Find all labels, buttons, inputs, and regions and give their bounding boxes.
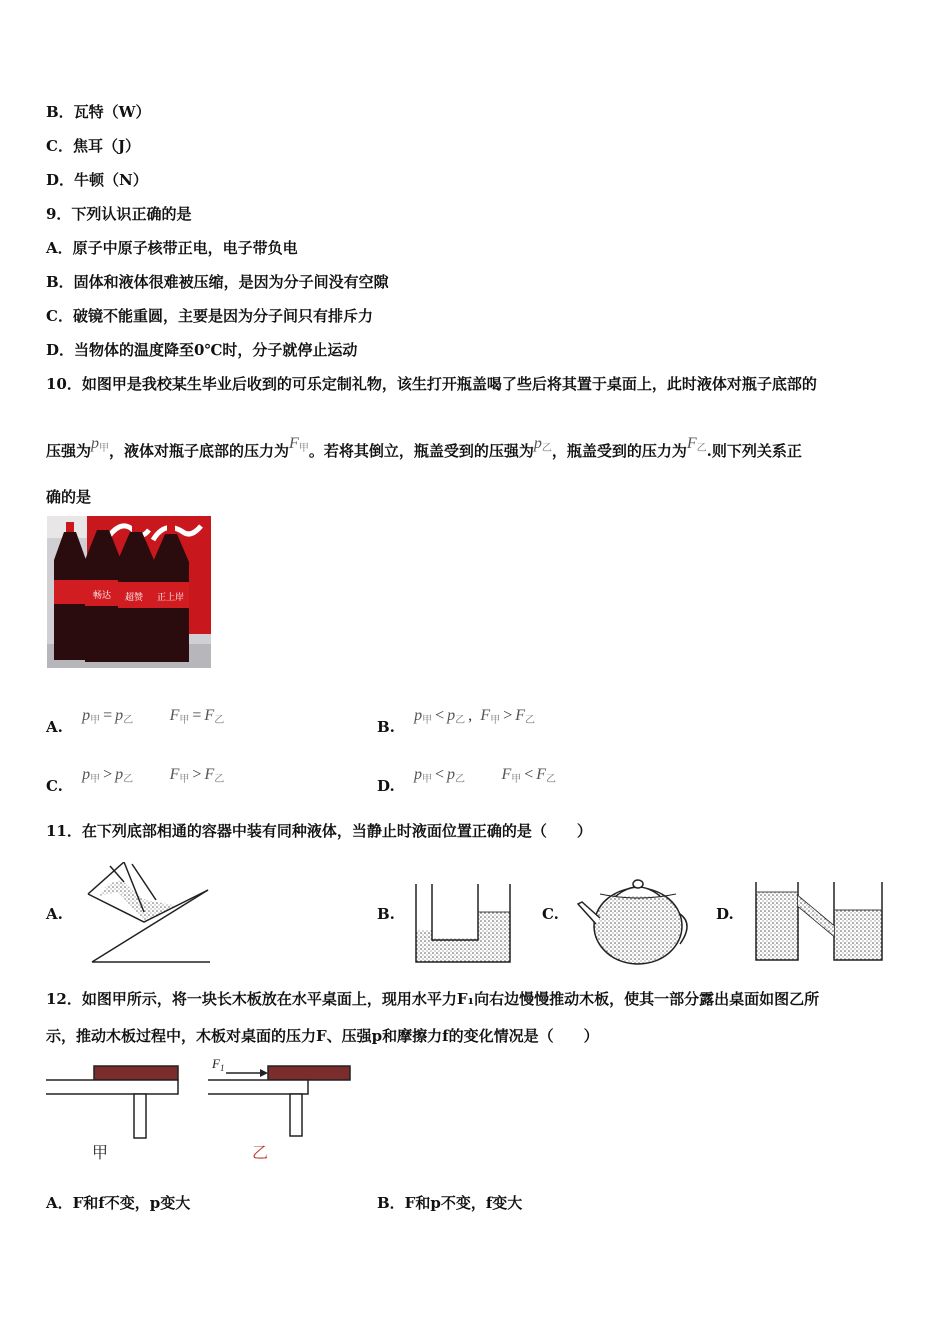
q11-label-b: B. (377, 905, 395, 923)
force-f1-label: $F_1$ (212, 1056, 225, 1073)
q10-option-b: B. $p_甲 < p_乙$ , $F_甲 > F_乙$ (377, 707, 535, 736)
label-jia: 甲 (92, 1143, 109, 1162)
question-11: 11．在下列底部相通的容器中装有同种液体，当静止时液面位置正确的是（ ） (46, 822, 592, 840)
q9-option-d: D．当物体的温度降至0℃时，分子就停止运动 (46, 341, 358, 359)
q9-option-a: A．原子中原子核带正电，电子带负电 (46, 239, 298, 257)
q9-option-c: C．破镜不能重圆，主要是因为分子间只有排斥力 (46, 307, 373, 325)
q11-figure-b-u-tube (412, 880, 514, 966)
q12-figure-boards (46, 1056, 356, 1164)
cola-bottles-photo (47, 516, 211, 668)
q10-option-d: D. $p_甲 < p_乙$ $F_甲 < F_乙$ (377, 766, 557, 795)
board-yi (268, 1066, 350, 1080)
question-10-line3: 确的是 (46, 488, 92, 506)
question-12-line2: 示，推动木板过程中，木板对桌面的压力F、压强p和摩擦力f的变化情况是（ ） (46, 1027, 599, 1045)
q11-label-d: D. (716, 905, 734, 923)
q11-label-a: A. (46, 905, 63, 923)
option-c-joule: C．焦耳（J） (46, 137, 141, 155)
option-b-watt: B．瓦特（W） (46, 103, 151, 121)
q12-option-b: B．F和p不变，f变大 (377, 1194, 523, 1212)
option-d-newton: D．牛顿（N） (46, 171, 148, 189)
q11-figure-d-connected-containers (752, 878, 888, 964)
q11-label-c: C. (542, 905, 559, 923)
question-12-line1: 12．如图甲所示，将一块长木板放在水平桌面上，现用水平力F₁向右边慢慢推动木板，使其一部分露出桌面如图乙所 (46, 990, 820, 1008)
bottle-label-4: 正上岸 (157, 593, 185, 603)
label-yi: 乙 (252, 1143, 269, 1162)
q11-figure-c-teapot (574, 874, 694, 970)
bottle-label-2: 畅达 (93, 591, 112, 601)
q11-figure-a-slanted-container (84, 862, 214, 966)
q9-option-b: B．固体和液体很难被压缩，是因为分子间没有空隙 (46, 273, 389, 291)
q10-option-c: C. $p_甲 > p_乙$ $F_甲 > F_乙$ (46, 766, 225, 795)
q10-option-a: A. $p_甲 = p_乙$ $F_甲 = F_乙$ (46, 707, 225, 736)
question-10-line1: 10．如图甲是我校某生毕业后收到的可乐定制礼物，该生打开瓶盖喝了些后将其置于桌面上，此时液体对瓶子底部的 (46, 375, 817, 393)
bottle-label-3: 超赞 (125, 593, 144, 603)
board-jia (94, 1066, 178, 1080)
question-9: 9．下列认识正确的是 (46, 205, 192, 223)
question-10-line2: 压强为$p_甲$，液体对瓶子底部的压力为$F_甲$。若将其倒立，瓶盖受到的压强为$p_乙$，瓶盖受到的压力为$F_乙$.则下列关系正 (46, 435, 802, 460)
q12-option-a: A．F和f不变，p变大 (46, 1194, 191, 1212)
